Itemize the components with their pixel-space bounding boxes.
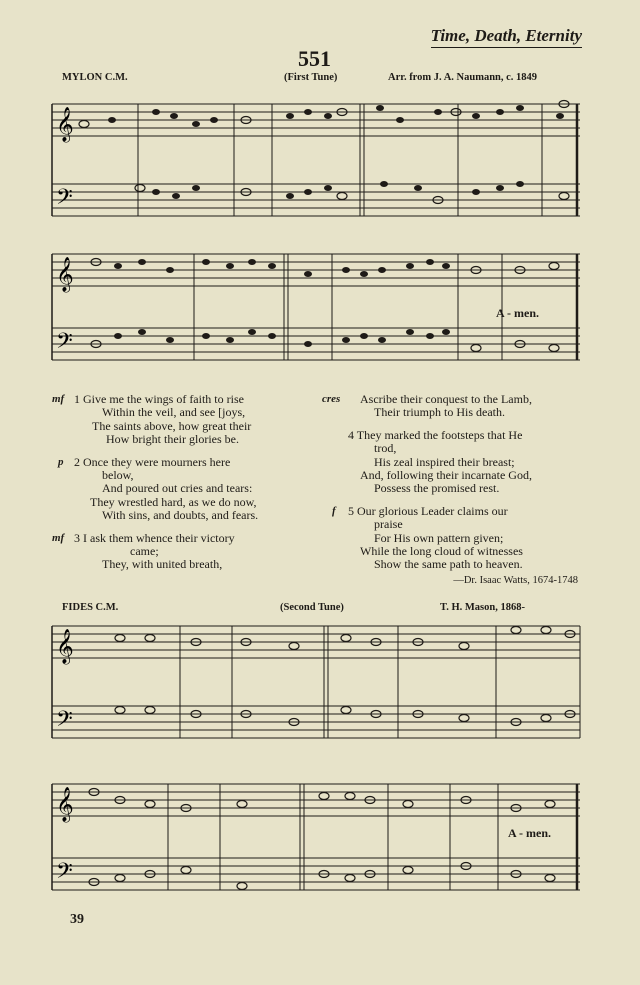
- tune1-label: (First Tune): [284, 72, 338, 83]
- verse-line: below,: [102, 468, 134, 483]
- svg-text:𝄢: 𝄢: [56, 707, 73, 737]
- verse-line: They, with united breath,: [102, 557, 223, 572]
- verse-line: The saints above, how great their: [92, 418, 252, 433]
- hymn-number: 551: [298, 46, 331, 71]
- verse-line: His zeal inspired their breast;: [374, 454, 515, 469]
- svg-text:𝄞: 𝄞: [56, 107, 74, 142]
- verse-line: For His own pattern given;: [374, 530, 504, 545]
- svg-text:𝄞: 𝄞: [56, 257, 74, 292]
- verse-line: Possess the promised rest.: [374, 481, 500, 496]
- verse-line: And poured out cries and tears:: [102, 481, 253, 496]
- verse-line: 1 Give me the wings of faith to rise: [74, 392, 244, 406]
- tune2-amen: A - men.: [508, 826, 551, 840]
- verse-4: [322, 429, 592, 496]
- page-number: 39: [70, 912, 84, 927]
- dynamic-mark: mf: [52, 393, 65, 405]
- verses-left-column: [52, 393, 322, 572]
- verse-line: trod,: [374, 441, 397, 456]
- music-system-1: [46, 84, 586, 234]
- verse-line: 4 They marked the footsteps that He: [348, 427, 523, 442]
- dynamic-mark: cres: [322, 393, 341, 405]
- svg-text:𝄢: 𝄢: [56, 329, 73, 359]
- music-system-4: [46, 770, 586, 910]
- verses-right-column: [322, 393, 592, 587]
- tune2-composer: T. H. Mason, 1868-: [440, 602, 525, 613]
- verse-line: 2 Once they were mourners here: [74, 454, 231, 469]
- tune2-label: (Second Tune): [280, 602, 344, 613]
- verse-line: Ascribe their conquest to the Lamb,: [360, 392, 532, 406]
- verse-line: Their triumph to His death.: [374, 405, 505, 420]
- tune1-amen: A - men.: [496, 306, 539, 320]
- verse-line: Within the veil, and see [joys,: [102, 405, 246, 420]
- tune1-arranger: Arr. from J. A. Naumann, c. 1849: [388, 72, 538, 83]
- verse-line: 5 Our glorious Leader claims our: [348, 503, 508, 518]
- svg-text:𝄞: 𝄞: [56, 629, 74, 664]
- music-system-3: [46, 612, 586, 762]
- verse-line: How bright their glories be.: [106, 432, 239, 447]
- svg-text:𝄢: 𝄢: [56, 859, 73, 889]
- verse-line: They wrestled hard, as we do now,: [90, 494, 257, 509]
- verse-5: [322, 505, 592, 572]
- verse-line: came;: [130, 544, 159, 559]
- verse-line: praise: [374, 517, 403, 532]
- tune1-name: MYLON C.M.: [62, 72, 128, 83]
- dynamic-mark: mf: [52, 531, 65, 544]
- svg-text:𝄞: 𝄞: [56, 787, 74, 822]
- section-title: Time, Death, Eternity: [431, 26, 582, 48]
- dynamic-mark: p: [58, 455, 64, 468]
- verse-3: [52, 532, 322, 572]
- svg-text:𝄢: 𝄢: [56, 185, 73, 215]
- verse-line: And, following their incarnate God,: [360, 468, 532, 483]
- verse-line: Show the same path to heaven.: [374, 557, 523, 572]
- verse-line: While the long cloud of witnesses: [360, 544, 523, 559]
- verse-line: With sins, and doubts, and fears.: [102, 508, 259, 523]
- verse-3-cont: [322, 393, 592, 420]
- verse-line: 3 I ask them whence their victory: [74, 530, 235, 545]
- verse-1: [52, 393, 322, 447]
- verse-2: [52, 456, 322, 523]
- tune2-name: FIDES C.M.: [62, 602, 119, 613]
- dynamic-mark: f: [332, 504, 336, 517]
- author-attribution: —Dr. Isaac Watts, 1674-1748: [453, 574, 578, 586]
